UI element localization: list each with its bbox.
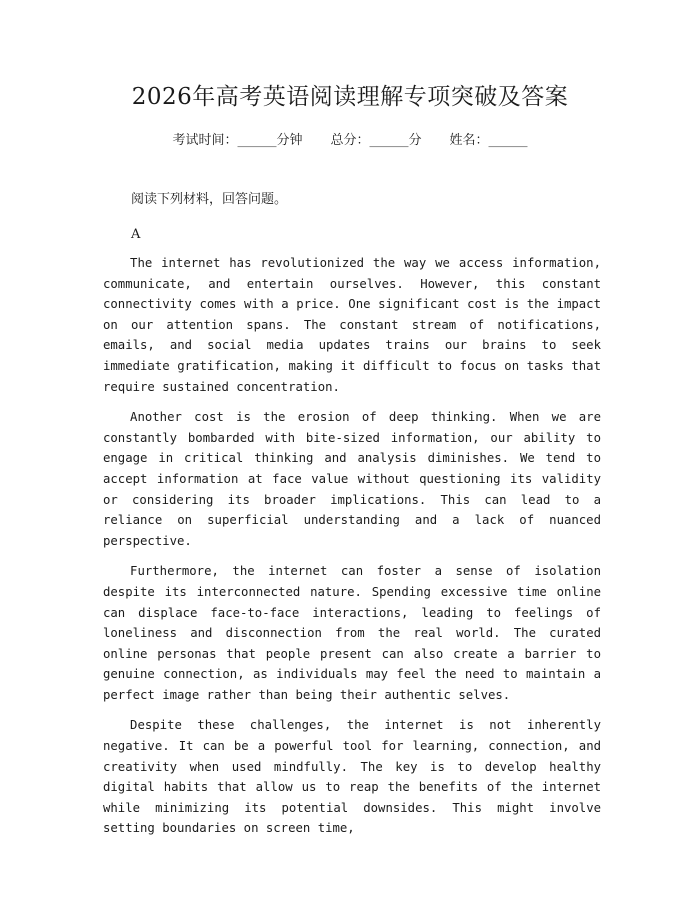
reading-passage	[103, 253, 601, 849]
exam-score-field: 总分：______分	[330, 133, 422, 148]
passage-paragraph: Despite these challenges, the internet is not inherently negative. It can be a powerful tool for learning, connection, and creativity when used mindfully. The key is to develop healthy digital habits that allow us to reap the benefits of the internet while minimizing its potential downsides. This might involve setting boundaries on screen time,	[103, 718, 601, 836]
exam-info-line	[0, 131, 700, 151]
passage-paragraph: The internet has revolutionized the way we access information, communicate, and entertain ourselves. However, this constant connectivity comes with a price. One significant cost is the impact on our attention spans. The constant stream of notifications, emails, and social media updates trains our brains to seek immediate gratification, making it difficult to focus on tasks that require sustained concentration.	[103, 256, 601, 394]
exam-time-field: 考试时间：______分钟	[172, 133, 303, 148]
passage-paragraph: Another cost is the erosion of deep thinking. When we are constantly bombarded with bite-sized information, our ability to engage in critical thinking and analysis diminishes. We tend to accept information at face value without questioning its validity or considering its broader implications. This can lead to a reliance on superficial understanding and a lack of nuanced perspective.	[103, 410, 601, 548]
student-name-field: 姓名：______	[449, 133, 528, 148]
passage-paragraph: Furthermore, the internet can foster a sense of isolation despite its interconnected nature. Spending excessive time online can displace face-to-face interactions, leading to feelings of loneliness and disconnection from the real world. The curated online personas that people present can also create a barrier to genuine connection, as individuals may feel the need to maintain a perfect image rather than being their authentic selves.	[103, 564, 601, 702]
page-title: 2026年高考英语阅读理解专项突破及答案	[131, 84, 569, 110]
passage-label: A	[131, 227, 141, 242]
reading-instruction: 阅读下列材料，回答问题。	[131, 192, 288, 207]
